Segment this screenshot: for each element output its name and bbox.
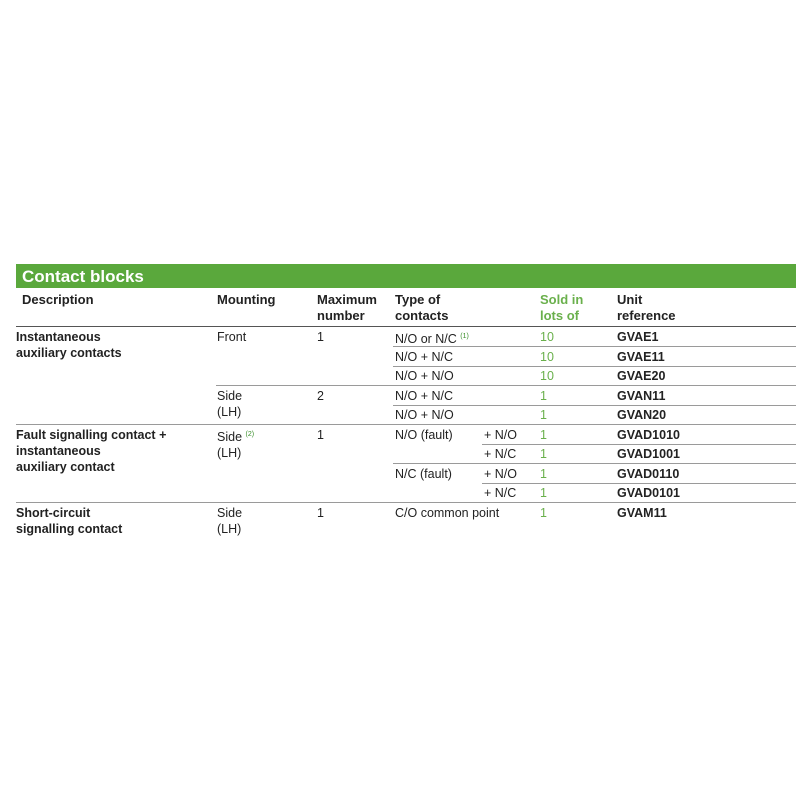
mounting-front: Front	[217, 330, 247, 344]
row-divider	[393, 366, 796, 367]
header-type-line1: Type of	[395, 292, 441, 307]
row-divider	[482, 483, 796, 484]
group-divider	[16, 502, 796, 503]
type-cell: N/O + N/C	[395, 350, 453, 364]
desc-fault-line3: auxiliary contact	[16, 460, 115, 474]
desc-instantaneous-line2: auxiliary contacts	[16, 346, 122, 360]
header-ref-line1: Unit	[617, 292, 643, 307]
ref-cell: GVAD0101	[617, 486, 680, 500]
mounting-side-fault-line2: (LH)	[217, 446, 242, 460]
desc-short-circuit-line2: signalling contact	[16, 522, 123, 536]
type-cell	[395, 329, 469, 347]
sub-type-cell: + N/O	[484, 467, 517, 481]
type-cell: C/O common point	[395, 506, 500, 520]
lots-cell: 10	[540, 350, 554, 364]
desc-instantaneous	[16, 329, 122, 361]
header-divider	[16, 326, 796, 327]
sub-type-cell: + N/C	[484, 486, 517, 500]
header-mounting: Mounting	[217, 292, 276, 307]
type-cell: N/C (fault)	[395, 467, 452, 481]
desc-fault-line1: Fault signalling contact +	[16, 428, 167, 442]
lots-cell: 1	[540, 389, 547, 403]
lots-cell: 1	[540, 506, 547, 520]
lots-cell: 1	[540, 467, 547, 481]
desc-fault-signalling	[16, 427, 166, 475]
type-cell: N/O (fault)	[395, 428, 453, 442]
mounting-side-sc-line2: (LH)	[217, 522, 242, 536]
ref-cell: GVAE20	[617, 369, 666, 383]
header-sold-in-lots	[540, 292, 583, 324]
header-ref-line2: reference	[617, 308, 676, 323]
ref-cell: GVAD0110	[617, 467, 680, 481]
header-sold-line2: lots of	[540, 308, 579, 323]
section-title: Contact blocks	[16, 264, 796, 288]
header-max-line2: number	[317, 308, 365, 323]
footnote-2: (2)	[245, 431, 255, 438]
type-cell: N/O + N/O	[395, 369, 454, 383]
ref-cell: GVAE11	[617, 350, 665, 364]
header-type-of-contacts	[395, 292, 448, 324]
ref-cell: GVAN20	[617, 408, 667, 422]
row-divider	[216, 385, 796, 386]
ref-cell: GVAD1010	[617, 428, 680, 442]
lots-cell: 10	[540, 369, 554, 383]
type-cell: N/O + N/O	[395, 408, 454, 422]
lots-cell: 1	[540, 408, 547, 422]
header-sold-line1: Sold in	[540, 292, 584, 307]
type-text: N/O or N/C	[395, 332, 457, 346]
max-side-instantaneous: 2	[317, 389, 324, 403]
header-type-line2: contacts	[395, 308, 449, 323]
mounting-side-line1: Side	[217, 389, 243, 403]
mounting-side-fault-line1	[217, 427, 254, 445]
sub-type-cell: + N/O	[484, 428, 517, 442]
row-divider	[393, 405, 796, 406]
sub-type-cell: + N/C	[484, 447, 517, 461]
mounting-side-short-circuit	[217, 505, 242, 537]
ref-cell: GVAM11	[617, 506, 667, 520]
header-unit-reference	[617, 292, 676, 324]
ref-cell: GVAE1	[617, 330, 659, 344]
mounting-side-line2: (LH)	[217, 405, 242, 419]
footnote-1: (1)	[460, 333, 469, 340]
group-divider	[16, 424, 796, 425]
header-maximum-number	[317, 292, 377, 324]
header-max-line1: Maximum	[317, 292, 377, 307]
ref-cell: GVAN11	[617, 389, 666, 403]
desc-instantaneous-line1: Instantaneous	[16, 330, 101, 344]
lots-cell: 10	[540, 330, 554, 344]
max-fault: 1	[317, 428, 324, 442]
row-divider	[393, 463, 796, 464]
lots-cell: 1	[540, 486, 547, 500]
type-cell: N/O + N/C	[395, 389, 453, 403]
lots-cell: 1	[540, 428, 547, 442]
header-description: Description	[22, 292, 94, 307]
mounting-side-fault-text: Side	[217, 430, 243, 444]
desc-short-circuit-line1: Short-circuit	[16, 506, 91, 520]
lots-cell: 1	[540, 447, 547, 461]
row-divider	[482, 444, 796, 445]
desc-short-circuit	[16, 505, 122, 537]
mounting-side-instantaneous	[217, 388, 242, 420]
row-divider	[393, 346, 796, 347]
max-short-circuit: 1	[317, 506, 324, 520]
desc-fault-line2: instantaneous	[16, 444, 101, 458]
ref-cell: GVAD1001	[617, 447, 680, 461]
max-front: 1	[317, 330, 324, 344]
mounting-side-fault	[217, 427, 254, 461]
mounting-side-sc-line1: Side	[217, 506, 243, 520]
